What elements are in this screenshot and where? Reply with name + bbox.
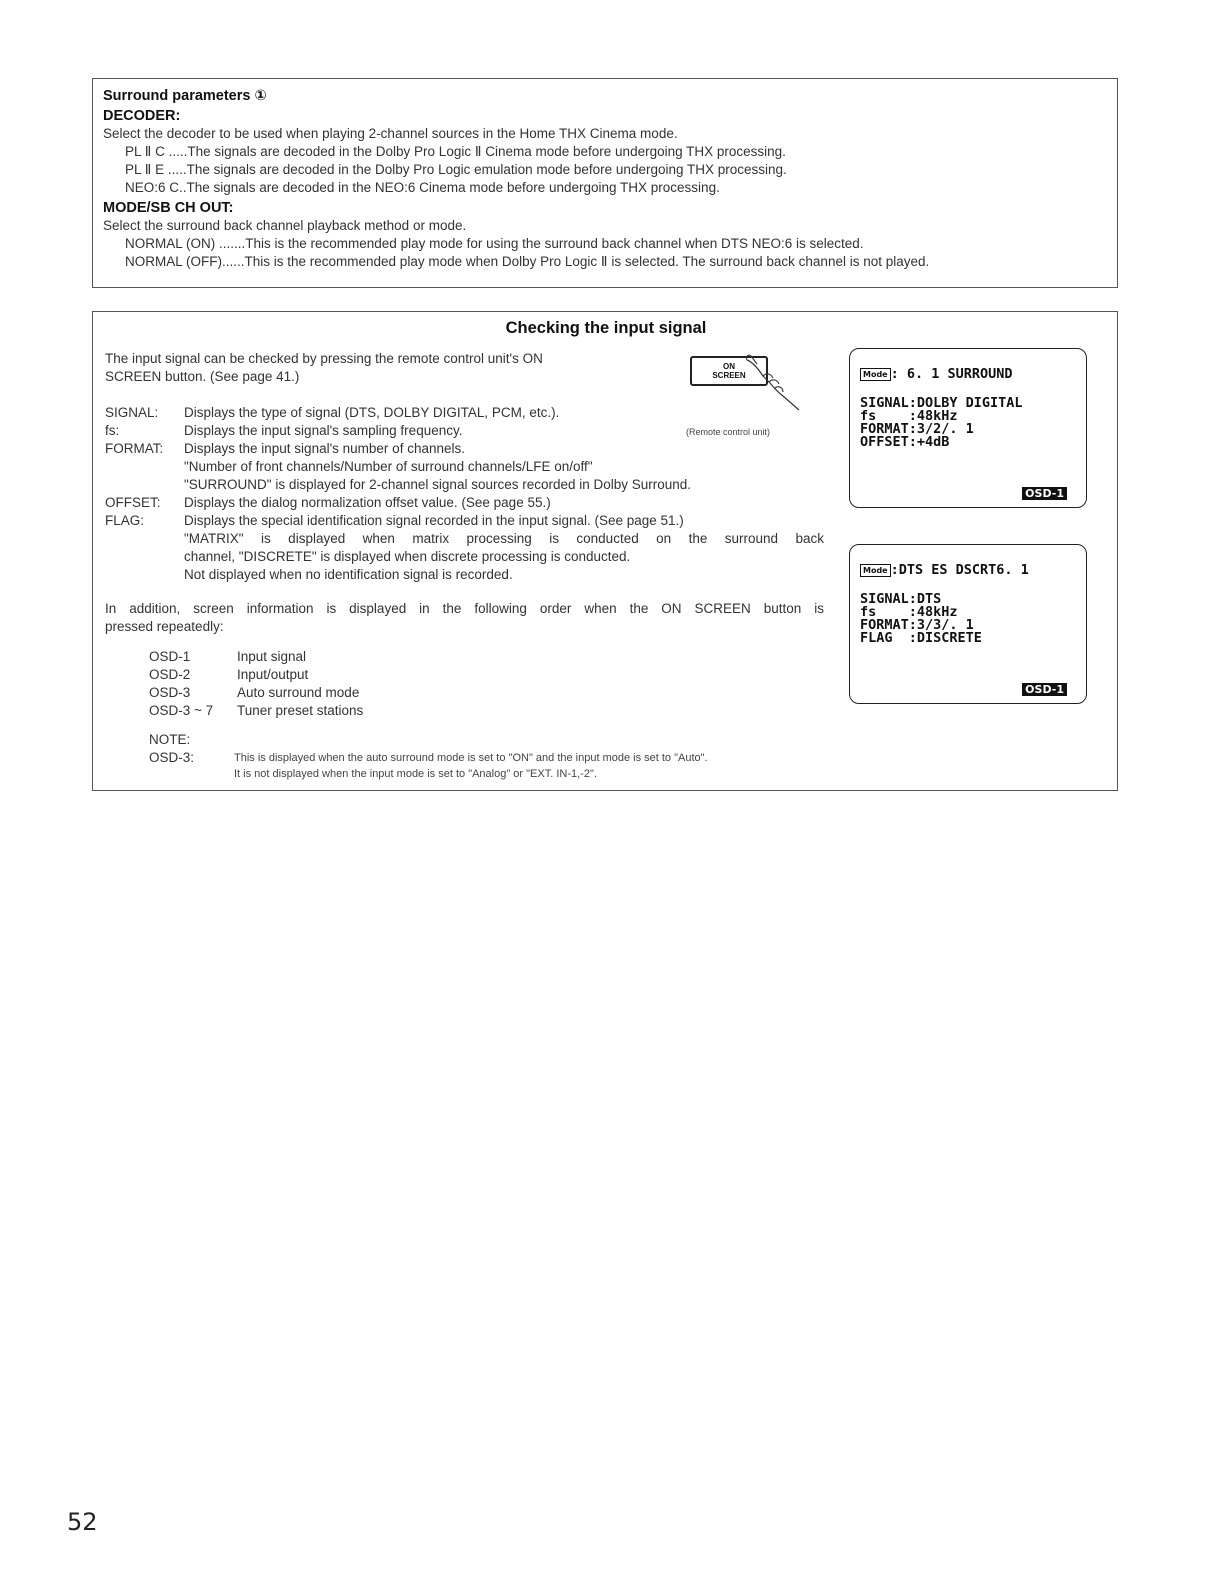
decoder-item: PL Ⅱ C .....The signals are decoded in the Dolby Pro Logic Ⅱ Cinema mode before undergoing THX processing. <box>125 144 786 159</box>
def-desc: Displays the input signal's number of channels. <box>184 441 465 456</box>
surround-parameters-box <box>92 78 1118 288</box>
osd-list-desc: Input signal <box>237 649 307 664</box>
remote-button-label: SCREEN <box>712 371 746 380</box>
remote-caption: (Remote control unit) <box>686 427 771 437</box>
def-desc: "SURROUND" is displayed for 2-channel signal sources recorded in Dolby Surround. <box>184 477 692 492</box>
input-signal-title: Checking the input signal <box>505 319 707 337</box>
osd-list-id: OSD-3 ~ 7 <box>149 703 214 718</box>
mode-sb-item: NORMAL (OFF)......This is the recommended play mode when Dolby Pro Logic Ⅱ is selected. The surround back channel is not played. <box>125 254 930 269</box>
decoder-item: NEO:6 C..The signals are decoded in the NEO:6 Cinema mode before undergoing THX processing. <box>125 180 720 195</box>
osd-list-desc: Auto surround mode <box>237 685 360 700</box>
intro-line: SCREEN button. (See page 41.) <box>105 369 300 384</box>
note-term: OSD-3: <box>149 750 195 765</box>
osd-header <box>860 562 1029 578</box>
def-desc: "MATRIX" is displayed when matrix processing is conducted on the surround back <box>184 531 824 546</box>
def-desc: channel, "DISCRETE" is displayed when discrete processing is conducted. <box>184 549 631 564</box>
osd-header <box>860 366 1013 382</box>
def-desc: "Number of front channels/Number of surround channels/LFE on/off" <box>184 459 593 474</box>
osd-badge: OSD-1 <box>1022 487 1067 500</box>
def-desc: Displays the input signal's sampling frequency. <box>184 423 463 438</box>
surround-parameters-title: Surround parameters ① <box>103 88 267 104</box>
note-text: It is not displayed when the input mode is set to "Analog" or "EXT. IN-1,-2". <box>234 768 597 780</box>
remote-button-label: ON <box>723 362 735 371</box>
mode-sb-item: NORMAL (ON) .......This is the recommended play mode for using the surround back channel when DTS NEO:6 is selected. <box>125 236 864 251</box>
pointing-hand-icon <box>743 352 803 412</box>
addition-line: In addition, screen information is displayed in the following order when the ON SCREEN button is <box>105 601 824 616</box>
def-term: FORMAT: <box>105 441 164 456</box>
page-number: 52 <box>67 1508 98 1536</box>
osd-badge: OSD-1 <box>1022 683 1067 696</box>
osd-body: SIGNAL:DTS fs :48kHz FORMAT:3/3/. 1 FLAG :DISCRETE <box>860 591 982 646</box>
def-desc: Displays the type of signal (DTS, DOLBY DIGITAL, PCM, etc.). <box>184 405 560 420</box>
note-label: NOTE: <box>149 732 191 747</box>
intro-line: The input signal can be checked by pressing the remote control unit's ON <box>105 351 543 366</box>
osd-header-text: : 6. 1 SURROUND <box>890 366 1013 382</box>
osd-list-id: OSD-2 <box>149 667 191 682</box>
osd-list-desc: Tuner preset stations <box>237 703 364 718</box>
osd-list-id: OSD-1 <box>149 649 191 664</box>
osd-screen-dolby <box>849 348 1087 508</box>
osd-body: SIGNAL:DOLBY DIGITAL fs :48kHz FORMAT:3/2/. 1 OFFSET:+4dB <box>860 395 1023 450</box>
osd-list-desc: Input/output <box>237 667 309 682</box>
mode-sb-heading: MODE/SB CH OUT: <box>103 200 234 216</box>
osd-screen-dts <box>849 544 1087 704</box>
mode-icon: Mode <box>860 368 891 381</box>
def-desc: Not displayed when no identification signal is recorded. <box>184 567 513 582</box>
decoder-item: PL Ⅱ E .....The signals are decoded in the Dolby Pro Logic emulation mode before undergoing THX processing. <box>125 162 787 177</box>
addition-line: pressed repeatedly: <box>105 619 224 634</box>
def-term: OFFSET: <box>105 495 161 510</box>
input-signal-box <box>92 311 1118 791</box>
note-text: This is displayed when the auto surround mode is set to "ON" and the input mode is set to "Auto". <box>234 752 708 764</box>
osd-list-id: OSD-3 <box>149 685 191 700</box>
decoder-intro: Select the decoder to be used when playing 2-channel sources in the Home THX Cinema mode. <box>103 126 678 141</box>
def-term: SIGNAL: <box>105 405 159 420</box>
def-term: FLAG: <box>105 513 145 528</box>
def-desc: Displays the special identification signal recorded in the input signal. (See page 51.) <box>184 513 684 528</box>
decoder-heading: DECODER: <box>103 108 181 124</box>
osd-header-text: :DTS ES DSCRT6. 1 <box>890 562 1029 578</box>
def-term: fs: <box>105 423 120 438</box>
def-desc: Displays the dialog normalization offset value. (See page 55.) <box>184 495 551 510</box>
mode-icon: Mode <box>860 564 891 577</box>
mode-sb-intro: Select the surround back channel playback method or mode. <box>103 218 467 233</box>
